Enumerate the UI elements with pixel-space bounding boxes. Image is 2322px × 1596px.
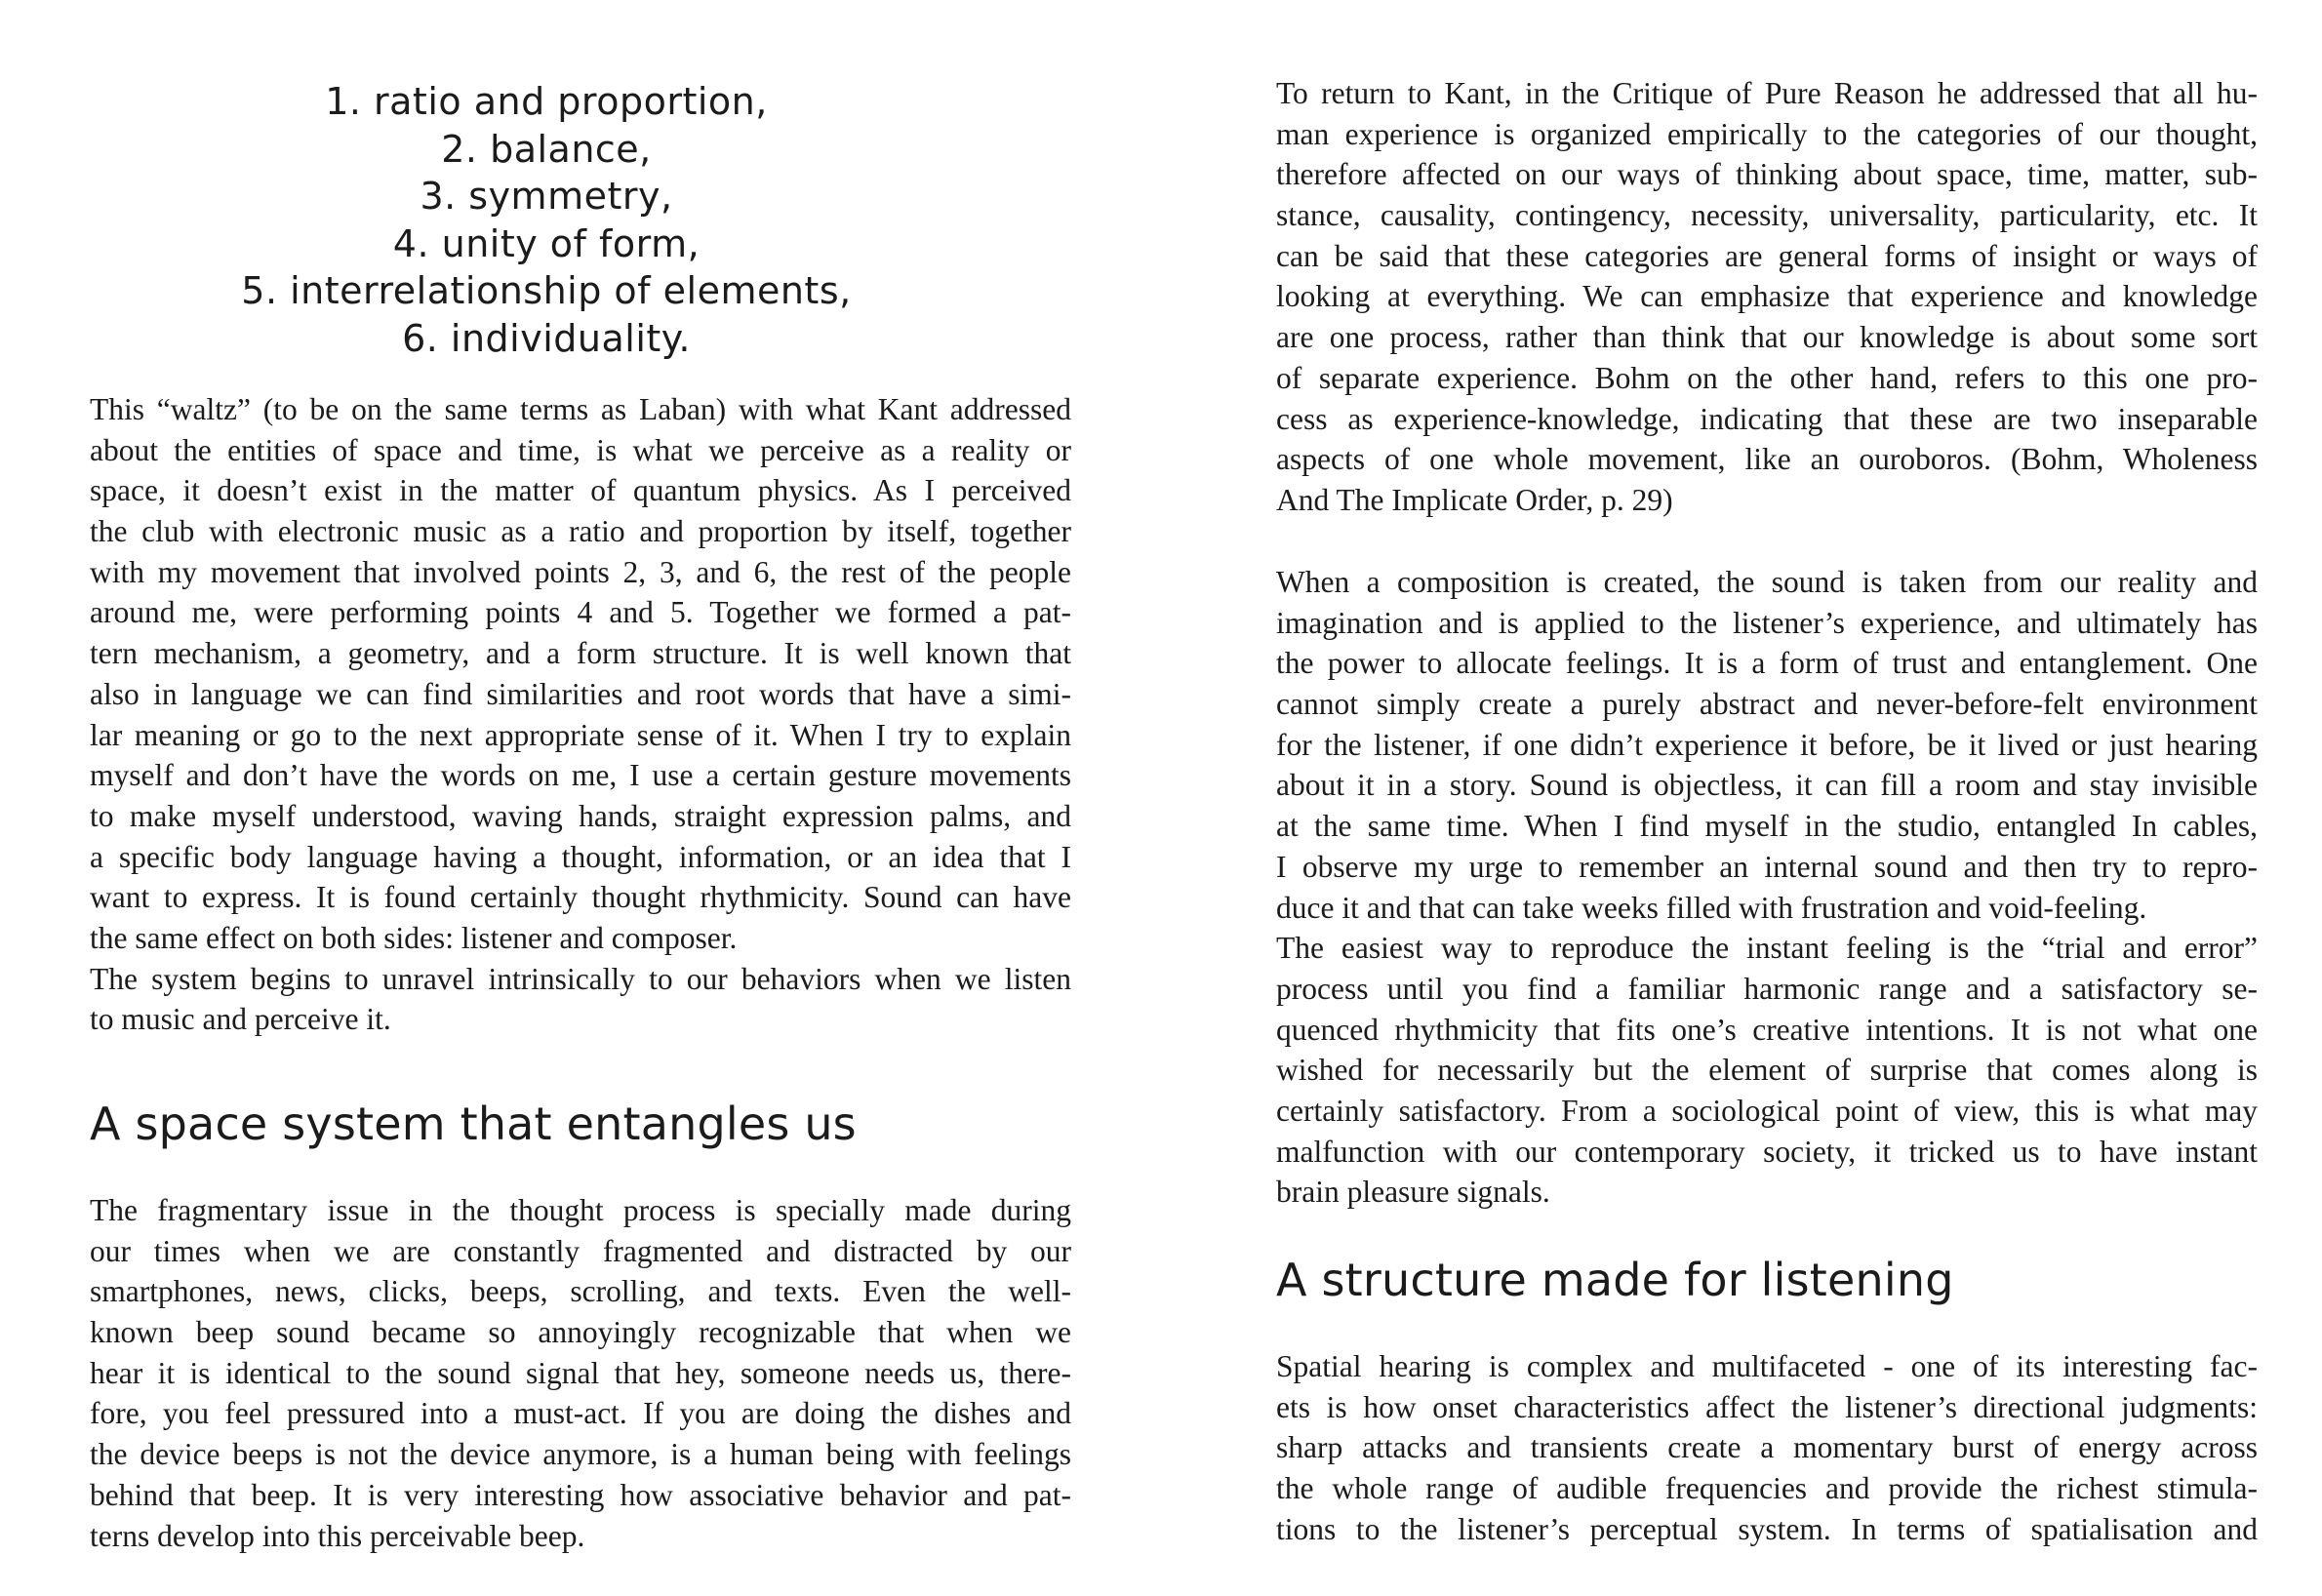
text-line: malfunction with our contemporary society, it tricked us to have instant: [1276, 1134, 2258, 1169]
principle-item: 6. individuality.: [402, 316, 691, 360]
text-line: at the same time. When I find myself in the studio, entangled In cables,: [1276, 809, 2258, 844]
principle-item: 1. ratio and proportion,: [325, 80, 768, 123]
text-line: ets is how onset characteristics affect the listener’s directional judgments:: [1276, 1389, 2258, 1424]
text-line: the same effect on both sides: listener and composer.: [90, 920, 738, 955]
text-line: also in language we can find similarities and root words that have a simi-: [90, 676, 1071, 711]
text-line: about it in a story. Sound is objectless, it can fill a room and stay invisible: [1276, 768, 2258, 803]
text-line: smartphones, news, clicks, beeps, scrolling, and texts. Even the well-: [90, 1274, 1071, 1309]
text-line: aspects of one whole movement, like an ouroboros. (Bohm, Wholeness: [1276, 442, 2258, 477]
text-line: can be said that these categories are general forms of insight or ways of: [1276, 238, 2258, 273]
text-line: sharp attacks and transients create a momentary burst of energy across: [1276, 1430, 2258, 1465]
text-line: cess as experience-knowledge, indicating that these are two inseparable: [1276, 401, 2258, 436]
principle-item: 3. symmetry,: [420, 175, 673, 218]
text-line: duce it and that can take weeks filled with frustration and void-feeling.: [1276, 890, 2147, 925]
text-line: imagination and is applied to the listener’s experience, and ultimately has: [1276, 605, 2258, 640]
text-line: Spatial hearing is complex and multifaceted - one of its interesting fac-: [1276, 1349, 2258, 1383]
section-heading-space-system: A space system that entangles us: [90, 1097, 857, 1150]
left-paragraph-1: [90, 389, 1071, 1040]
text-line: tern mechanism, a geometry, and a form structure. It is well known that: [90, 636, 1071, 671]
text-line: tions to the listener’s perceptual system. In terms of spatialisation and: [1276, 1511, 2258, 1546]
text-line: a specific body language having a thought, information, or an idea that I: [90, 839, 1071, 874]
principles-list: [156, 78, 937, 362]
text-line: are one process, rather than think that our knowledge is about some sort: [1276, 320, 2258, 355]
text-line: want to express. It is found certainly thought rhythmicity. Sound can have: [90, 880, 1071, 915]
text-line: our times when we are constantly fragmented and distracted by our: [90, 1233, 1071, 1268]
right-paragraph-2: [1276, 562, 2258, 1213]
text-line: with my movement that involved points 2, 3, and 6, the rest of the people: [90, 554, 1071, 589]
principle-item: 4. unity of form,: [392, 221, 701, 265]
text-line: stance, causality, contingency, necessity, universality, particularity, etc. It: [1276, 198, 2258, 233]
text-line: the club with electronic music as a ratio and proportion by itself, together: [90, 514, 1071, 549]
text-line: hear it is identical to the sound signal that hey, someone needs us, there-: [90, 1355, 1071, 1390]
text-line: the whole range of audible frequencies and provide the richest stimula-: [1276, 1471, 2258, 1506]
text-line: around me, were performing points 4 and 5. Together we formed a pat-: [90, 595, 1071, 630]
text-line: behind that beep. It is very interesting how associative behavior and pat-: [90, 1477, 1071, 1512]
text-line: To return to Kant, in the Critique of Pure Reason he addressed that all hu-: [1276, 76, 2258, 110]
text-line: I observe my urge to remember an internal sound and then try to repro-: [1276, 849, 2258, 884]
section-heading-structure-listening: A structure made for listening: [1276, 1254, 1954, 1306]
text-line: fore, you feel pressured into a must-act. If you are doing the dishes and: [90, 1396, 1071, 1431]
text-line: The system begins to unravel intrinsically to our behaviors when we listen: [90, 961, 1071, 996]
right-paragraph-1: [1276, 73, 2258, 521]
text-line: space, it doesn’t exist in the matter of quantum physics. As I perceived: [90, 473, 1071, 508]
text-line: therefore affected on our ways of thinking about space, time, matter, sub-: [1276, 157, 2258, 192]
principle-item: 2. balance,: [441, 127, 652, 171]
text-line: the device beeps is not the device anymore, is a human being with feelings: [90, 1437, 1071, 1472]
left-paragraph-2: [90, 1190, 1071, 1556]
text-line: to make myself understood, waving hands, straight expression palms, and: [90, 798, 1071, 833]
text-line: wished for necessarily but the element of surprise that comes along is: [1276, 1053, 2258, 1088]
right-paragraph-3: [1276, 1346, 2258, 1549]
text-line: The easiest way to reproduce the instant feeling is the “trial and error”: [1276, 931, 2258, 966]
text-line: And The Implicate Order, p. 29): [1276, 482, 1673, 517]
text-line: man experience is organized empirically to the categories of our thought,: [1276, 116, 2258, 151]
text-line: brain pleasure signals.: [1276, 1175, 1550, 1210]
text-line: known beep sound became so annoyingly recognizable that when we: [90, 1315, 1071, 1350]
text-line: The fragmentary issue in the thought process is specially made during: [90, 1193, 1071, 1227]
text-line: quenced rhythmicity that fits one’s creative intentions. It is not what one: [1276, 1012, 2258, 1047]
text-line: about the entities of space and time, is what we perceive as a reality or: [90, 432, 1071, 467]
text-line: When a composition is created, the sound is taken from our reality and: [1276, 565, 2258, 599]
text-line: lar meaning or go to the next appropriate sense of it. When I try to explain: [90, 717, 1071, 752]
text-line: of separate experience. Bohm on the other hand, refers to this one pro-: [1276, 360, 2258, 395]
text-line: for the listener, if one didn’t experience it before, be it lived or just hearing: [1276, 727, 2258, 762]
text-line: process until you find a familiar harmonic range and a satisfactory se-: [1276, 971, 2258, 1006]
text-line: terns develop into this perceivable beep.: [90, 1518, 585, 1553]
text-line: to music and perceive it.: [90, 1002, 391, 1037]
text-line: This “waltz” (to be on the same terms as Laban) with what Kant addressed: [90, 392, 1071, 426]
text-line: certainly satisfactory. From a sociological point of view, this is what may: [1276, 1093, 2258, 1128]
text-line: cannot simply create a purely abstract and never-before-felt environment: [1276, 687, 2258, 722]
text-line: myself and don’t have the words on me, I use a certain gesture movements: [90, 758, 1071, 793]
principle-item: 5. interrelationship of elements,: [241, 269, 852, 312]
text-line: looking at everything. We can emphasize that experience and knowledge: [1276, 279, 2258, 314]
text-line: the power to allocate feelings. It is a form of trust and entanglement. One: [1276, 646, 2258, 681]
